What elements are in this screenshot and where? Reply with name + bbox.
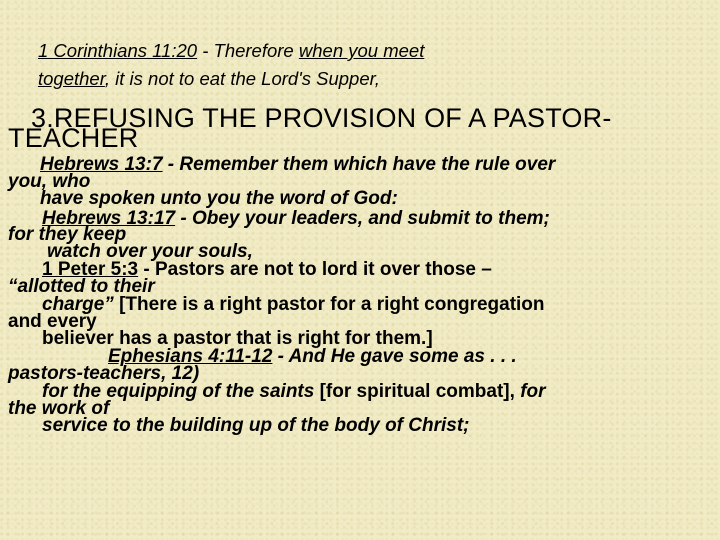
eph-reference: Ephesians 4:11-12 — [108, 346, 273, 367]
heb13-7-line-3: have spoken unto you the word of God: — [40, 188, 398, 209]
intro-text-b: , it is not to eat the Lord's Supper, — [104, 68, 380, 89]
intro-line-1 — [38, 42, 424, 61]
eph-line-2: pastors-teachers, 12) — [8, 363, 200, 384]
heb13-7-text-a: - Remember them which have the rule over — [162, 154, 556, 175]
eph-bracket-text: [for spiritual combat], — [314, 381, 521, 402]
eph-text-b: for the equipping of the saints — [42, 381, 315, 402]
heb13-7-line-1 — [40, 155, 555, 174]
heb13-7-reference: Hebrews 13:7 — [40, 154, 163, 175]
peter-reference: 1 Peter 5:3 — [42, 259, 139, 280]
intro-line-2 — [38, 70, 380, 89]
heb13-17-line-3: watch over your souls, — [47, 241, 253, 262]
peter-quote-end: charge” — [42, 294, 114, 315]
eph-text-c: for — [520, 381, 546, 402]
peter-bracket-text: [There is a right pastor for a right congregation — [113, 294, 545, 315]
heb13-17-text-a: - Obey your leaders, and submit to them; — [175, 208, 550, 229]
peter-line-5: believer has a pastor that is right for them.] — [42, 328, 433, 349]
eph-line-5: service to the building up of the body of Christ; — [42, 415, 470, 436]
eph-line-3 — [42, 382, 546, 401]
heb13-7-line-2: you, who — [8, 171, 91, 192]
peter-line-4: and every — [8, 311, 97, 332]
intro-reference: 1 Corinthians 11:20 — [38, 40, 198, 61]
heb13-17-reference: Hebrews 13:17 — [42, 208, 176, 229]
peter-line-2: “allotted to their — [8, 276, 155, 297]
intro-text-a: - Therefore — [197, 40, 299, 61]
section-heading-line-1: 3.REFUSING THE PROVISION OF A PASTOR- — [31, 103, 612, 133]
heb13-17-line-2: for they keep — [8, 224, 127, 245]
intro-underlined-a: when you meet — [298, 40, 425, 61]
intro-underlined-b: together — [38, 68, 105, 89]
peter-line-3 — [42, 295, 545, 314]
peter-text-a: - Pastors are not to lord it over those – — [138, 259, 492, 280]
eph-line-4: the work of — [8, 398, 110, 419]
section-heading-line-2: TEACHER — [8, 123, 139, 153]
eph-text-a: - And He gave some as . . . — [272, 346, 517, 367]
